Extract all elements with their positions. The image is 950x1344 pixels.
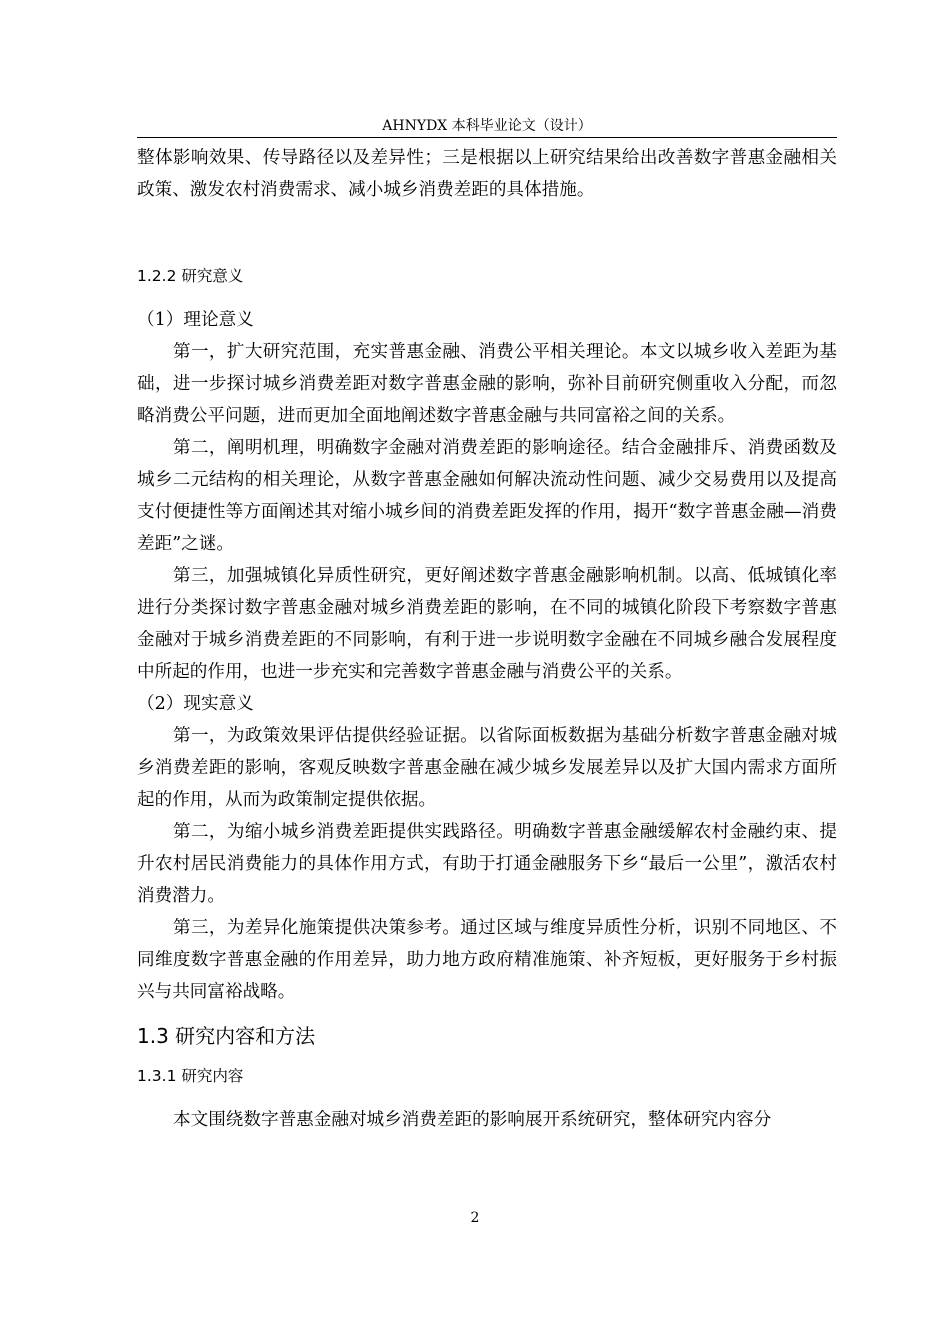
subheading-practical-significance: （2）现实意义: [137, 694, 254, 714]
paragraph-theory-3: 第三，加强城镇化异质性研究，更好阐述数字普惠金融影响机制。以高、低城镇化率进行分类探讨数字普惠金融对城乡消费差距的影响，在不同的城镇化阶段下考察数字普惠金融对于城乡消费差距的不同影响，有利于进一步说明数字金融在不同城乡融合发展程度中所起的作用，也进一步充实和完善数字普惠金融与消费公平的关系。: [137, 566, 837, 682]
paragraph-continued: 整体影响效果、传导路径以及差异性；三是根据以上研究结果给出改善数字普惠金融相关政策、激发农村消费需求、减小城乡消费差距的具体措施。: [137, 148, 837, 200]
subheading-theoretical-significance: （1）理论意义: [137, 310, 254, 330]
paragraph-theory-2: 第二，阐明机理，明确数字金融对消费差距的影响途径。结合金融排斥、消费函数及城乡二元结构的相关理论，从数字普惠金融如何解决流动性问题、减少交易费用以及提高支付便捷性等方面阐述其对缩小城乡间的消费差距发挥的作用，揭开“数字普惠金融—消费差距”之谜。: [137, 438, 837, 554]
section-heading-1-2-2: 1.2.2 研究意义: [137, 267, 244, 285]
paragraph-practice-2: 第二，为缩小城乡消费差距提供实践路径。明确数字普惠金融缓解农村金融约束、提升农村居民消费能力的具体作用方式，有助于打通金融服务下乡“最后一公里”，激活农村消费潜力。: [137, 822, 837, 906]
section-heading-1-3-1: 1.3.1 研究内容: [137, 1067, 244, 1085]
page-number: 2: [470, 1210, 480, 1226]
page-body: [137, 142, 837, 1136]
paragraph-practice-3: 第三，为差异化施策提供决策参考。通过区域与维度异质性分析，识别不同地区、不同维度数字普惠金融的作用差异，助力地方政府精准施策、补齐短板，更好服务于乡村振兴与共同富裕战略。: [137, 918, 837, 1002]
paragraph-theory-1: 第一，扩大研究范围，充实普惠金融、消费公平相关理论。本文以城乡收入差距为基础，进一步探讨城乡消费差距对数字普惠金融的影响，弥补目前研究侧重收入分配，而忽略消费公平问题，进而更加全面地阐述数字普惠金融与共同富裕之间的关系。: [137, 342, 837, 426]
running-header: AHNYDX 本科毕业论文（设计）: [382, 118, 592, 134]
paragraph-content-1: 本文围绕数字普惠金融对城乡消费差距的影响展开系统研究，整体研究内容分: [173, 1110, 772, 1130]
section-heading-1-3: 1.3 研究内容和方法: [137, 1024, 316, 1048]
header-rule: [137, 137, 837, 138]
paragraph-practice-1: 第一，为政策效果评估提供经验证据。以省际面板数据为基础分析数字普惠金融对城乡消费差距的影响，客观反映数字普惠金融在减少城乡发展差异以及扩大国内需求方面所起的作用，从而为政策制定提供依据。: [137, 726, 837, 810]
